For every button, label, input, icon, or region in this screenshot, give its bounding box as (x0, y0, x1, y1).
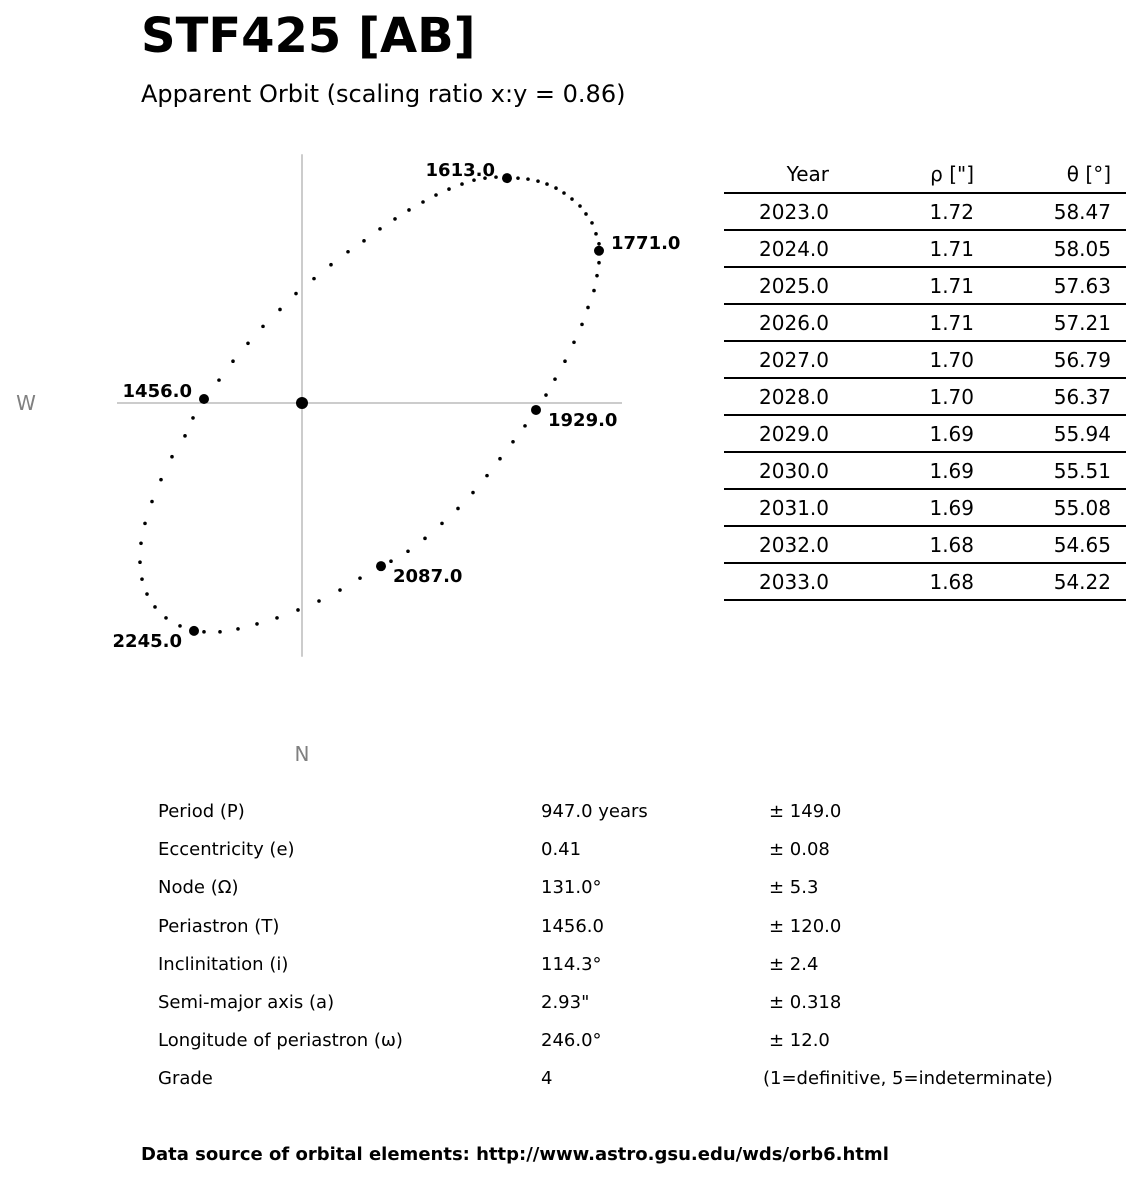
cell-year: 2033.0 (724, 563, 844, 600)
element-error: ± 5.3 (769, 877, 819, 899)
column-header-theta: θ [°] (989, 156, 1126, 193)
orbit-point (511, 440, 515, 444)
element-row (158, 909, 1118, 947)
epoch-label: 1613.0 (425, 160, 495, 182)
table-header-row (724, 156, 1126, 193)
orbit-point (329, 263, 333, 267)
element-error: ± 2.4 (769, 953, 819, 975)
cell-rho: 1.71 (844, 230, 989, 267)
element-name: Semi-major axis (a) (158, 991, 335, 1013)
cell-rho: 1.68 (844, 526, 989, 563)
orbit-point (164, 616, 168, 620)
ephemeris-table (724, 156, 1126, 601)
orbit-point (595, 274, 599, 278)
orbit-point (572, 341, 576, 345)
cell-theta: 54.22 (989, 563, 1126, 600)
orbit-point (447, 187, 451, 191)
table-row (724, 341, 1126, 378)
element-error: ± 0.08 (769, 839, 830, 861)
cell-theta: 55.08 (989, 489, 1126, 526)
column-header-year: Year (724, 156, 844, 193)
orbit-point (407, 208, 411, 212)
element-value: 131.0° (541, 877, 602, 899)
orbit-point (460, 182, 464, 186)
orbit-point (378, 227, 382, 231)
orbit-point (246, 342, 250, 346)
element-value: 4 (541, 1068, 553, 1090)
orbit-point (594, 232, 598, 236)
table-row (724, 489, 1126, 526)
element-error: (1=definitive, 5=indeterminate) (763, 1068, 1053, 1090)
orbit-point (389, 559, 393, 563)
cell-theta: 54.65 (989, 526, 1126, 563)
cell-theta: 56.79 (989, 341, 1126, 378)
element-row (158, 985, 1118, 1023)
cell-theta: 58.05 (989, 230, 1126, 267)
table-row (724, 452, 1126, 489)
column-header-rho: ρ ["] (844, 156, 989, 193)
orbit-point (183, 434, 187, 438)
orbit-point (312, 277, 316, 281)
orbit-point (217, 378, 221, 382)
orbit-point (317, 599, 321, 603)
element-value: 246.0° (541, 1030, 602, 1052)
orbit-point (202, 630, 206, 634)
cell-year: 2028.0 (724, 378, 844, 415)
cell-year: 2030.0 (724, 452, 844, 489)
orbit-point (140, 577, 144, 581)
orbit-point (338, 588, 342, 592)
element-value: 1456.0 (541, 915, 604, 937)
element-name: Inclinitation (i) (158, 953, 289, 975)
orbit-point (553, 377, 557, 381)
epoch-label: 2245.0 (112, 630, 182, 652)
epoch-label: 2087.0 (393, 566, 463, 588)
cell-rho: 1.72 (844, 193, 989, 230)
cell-rho: 1.70 (844, 378, 989, 415)
orbit-point (138, 560, 142, 564)
element-name: Period (P) (158, 801, 245, 822)
orbit-point (526, 177, 530, 181)
orbit-point (170, 455, 174, 459)
cell-year: 2031.0 (724, 489, 844, 526)
element-value: 947.0 years (541, 801, 648, 822)
orbit-point (592, 289, 596, 293)
element-name: Grade (158, 1068, 213, 1090)
cell-rho: 1.71 (844, 304, 989, 341)
cell-rho: 1.69 (844, 452, 989, 489)
orbit-path (138, 175, 601, 633)
cell-year: 2032.0 (724, 526, 844, 563)
orbit-point (421, 200, 425, 204)
orbit-point (362, 239, 366, 243)
cell-year: 2029.0 (724, 415, 844, 452)
data-source-note: Data source of orbital elements: http://www.astro.gsu.edu/wds/orb6.html (141, 1144, 889, 1165)
table-row (724, 415, 1126, 452)
element-name: Node (Ω) (158, 877, 239, 899)
orbit-point (597, 261, 601, 265)
cell-year: 2027.0 (724, 341, 844, 378)
element-row (158, 794, 1118, 832)
element-row (158, 870, 1118, 908)
chart-subtitle: Apparent Orbit (scaling ratio x:y = 0.86) (141, 80, 626, 108)
cell-year: 2025.0 (724, 267, 844, 304)
cell-theta: 58.47 (989, 193, 1126, 230)
orbit-point (406, 549, 410, 553)
cell-rho: 1.68 (844, 563, 989, 600)
north-direction-label: N (294, 742, 310, 766)
element-value: 0.41 (541, 839, 582, 861)
orbit-plot (0, 0, 720, 780)
element-name: Periastron (T) (158, 915, 280, 937)
orbit-point (516, 176, 520, 180)
orbit-point (191, 416, 195, 420)
orbit-point (296, 608, 300, 612)
orbit-point (275, 616, 279, 620)
orbit-point (143, 522, 147, 526)
orbit-point (563, 359, 567, 363)
element-row (158, 947, 1118, 985)
epoch-marker (502, 173, 512, 183)
orbit-point (578, 204, 582, 208)
cell-rho: 1.69 (844, 489, 989, 526)
element-error: ± 12.0 (769, 1030, 830, 1052)
orbit-point (434, 193, 438, 197)
orbit-point (536, 179, 540, 183)
table-row (724, 526, 1126, 563)
orbit-point (562, 191, 566, 195)
orbit-point (471, 491, 475, 495)
orbit-point (440, 522, 444, 526)
epoch-label: 1929.0 (548, 409, 618, 431)
element-value: 114.3° (541, 953, 602, 975)
plot-axes (117, 154, 622, 656)
table-row (724, 378, 1126, 415)
orbit-point (485, 474, 489, 478)
epoch-marker (531, 405, 541, 415)
epoch-marker (594, 246, 604, 256)
orbit-point (597, 242, 601, 246)
orbit-point (393, 217, 397, 221)
table-row (724, 267, 1126, 304)
orbit-point (218, 630, 222, 634)
orbit-point (346, 250, 350, 254)
orbit-point (139, 541, 143, 545)
orbit-point (498, 457, 502, 461)
element-row (158, 1061, 1118, 1099)
orbit-point (358, 576, 362, 580)
orbit-point (294, 292, 298, 296)
element-value: 2.93" (541, 991, 590, 1013)
orbit-point (456, 507, 460, 511)
cell-theta: 55.94 (989, 415, 1126, 452)
orbit-point (544, 393, 548, 397)
epoch-label: 1456.0 (122, 381, 192, 403)
epoch-marker (189, 626, 199, 636)
orbit-point (236, 627, 240, 631)
cell-rho: 1.71 (844, 267, 989, 304)
element-row (158, 1023, 1118, 1061)
orbit-point (423, 537, 427, 541)
element-name: Eccentricity (e) (158, 839, 295, 861)
epoch-marker (376, 561, 386, 571)
table-row (724, 230, 1126, 267)
cell-theta: 57.63 (989, 267, 1126, 304)
cell-year: 2026.0 (724, 304, 844, 341)
orbit-point (554, 186, 558, 190)
cell-theta: 56.37 (989, 378, 1126, 415)
orbit-point (590, 221, 594, 225)
element-error: ± 149.0 (769, 801, 842, 822)
orbit-point (153, 605, 157, 609)
epoch-label: 1771.0 (611, 232, 681, 254)
primary-star-marker (296, 397, 308, 409)
orbital-elements-list (158, 794, 1118, 1100)
orbit-point (231, 359, 235, 363)
orbit-point (145, 592, 149, 596)
orbit-point (584, 212, 588, 216)
cell-theta: 55.51 (989, 452, 1126, 489)
orbit-point (545, 182, 549, 186)
west-direction-label: W (16, 391, 36, 415)
orbit-point (570, 197, 574, 201)
cell-rho: 1.70 (844, 341, 989, 378)
cell-year: 2024.0 (724, 230, 844, 267)
orbit-point (178, 624, 182, 628)
orbit-point (523, 424, 527, 428)
element-error: ± 120.0 (769, 915, 842, 937)
epoch-marker (199, 394, 209, 404)
element-name: Longitude of periastron (ω) (158, 1030, 403, 1052)
cell-theta: 57.21 (989, 304, 1126, 341)
orbit-point (159, 478, 163, 482)
orbit-point (586, 306, 590, 310)
orbit-point (150, 500, 154, 504)
orbit-point (255, 622, 259, 626)
element-row (158, 832, 1118, 870)
table-row (724, 193, 1126, 230)
orbit-point (580, 323, 584, 327)
cell-rho: 1.69 (844, 415, 989, 452)
table-row (724, 563, 1126, 600)
cell-year: 2023.0 (724, 193, 844, 230)
chart-title: STF425 [AB] (141, 8, 476, 64)
orbit-point (278, 308, 282, 312)
orbit-point (261, 325, 265, 329)
table-row (724, 304, 1126, 341)
element-error: ± 0.318 (769, 991, 842, 1013)
